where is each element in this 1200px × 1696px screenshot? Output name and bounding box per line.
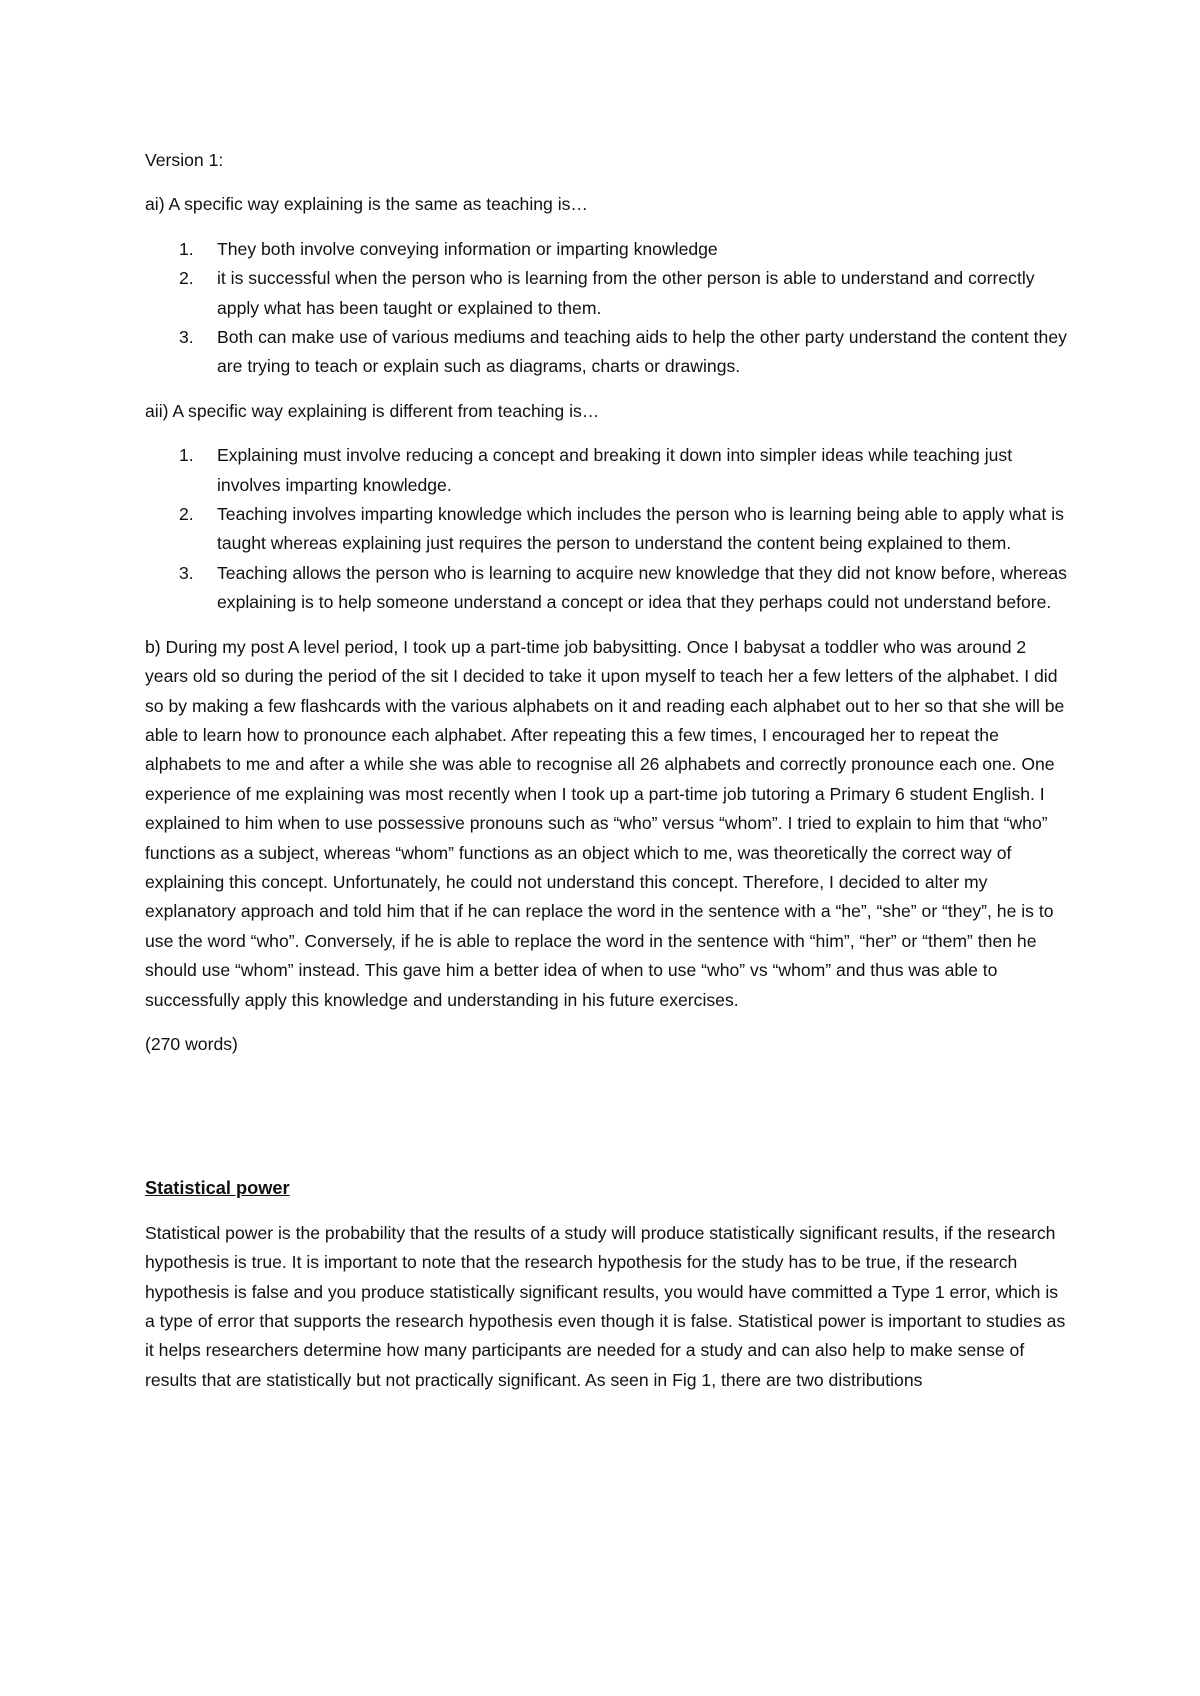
- section-b-paragraph: b) During my post A level period, I took up a part-time job babysitting. Once I babysat a toddler who was around 2 years old so during the period of the sit I decided to take it upon myself to teach her a few letters of the alphabet. I did so by making a few flashcards with the various alphabets on it and reading each alphabet out to her so that she will be able to learn how to pronounce each alphabet. After repeating this a few times, I encouraged her to repeat the alphabets to me and after a while she was able to recognise all 26 alphabets and correctly pronounce each one. One experience of me explaining was most recently when I took up a part-time job tutoring a Primary 6 student English. I explained to him when to use possessive pronouns such as “who” versus “whom”. I tried to explain to him that “who” functions as a subject, whereas “whom” functions as an object which to me, was theoretically the correct way of explaining this concept. Unfortunately, he could not understand this concept. Therefore, I decided to alter my explanatory approach and told him that if he can replace the word in the sentence with a “he”, “she” or “they”, he is to use the word “who”. Conversely, if he is able to replace the word in the sentence with “him”, “her” or “them” then he should use “whom” instead. This gave him a better idea of when to use “who” vs “whom” and thus was able to successfully apply this knowledge and understanding in his future exercises.: [145, 636, 1065, 1010]
- list-item-text: Teaching allows the person who is learning to acquire new knowledge that they did not know before, whereas explaining is to help someone understand a concept or idea that they perhaps could not understand before.: [217, 562, 1067, 613]
- list-item-text: They both involve conveying information or imparting knowledge: [217, 238, 718, 259]
- list-item: [179, 235, 1070, 264]
- list-item-number: 3.: [179, 327, 194, 348]
- version-title: Version 1:: [145, 150, 224, 170]
- section-aii-list: [145, 441, 1070, 617]
- word-count: (270 words): [145, 1033, 238, 1054]
- list-item-text: Both can make use of various mediums and teaching aids to help the other party understand the content they are trying to teach or explain such as diagrams, charts or drawings.: [217, 327, 1067, 377]
- list-item-number: 2.: [179, 268, 194, 289]
- list-item-number: 1.: [179, 238, 194, 259]
- list-item: [179, 559, 1070, 618]
- list-item-number: 3.: [179, 562, 194, 583]
- list-item-text: Explaining must involve reducing a concept and breaking it down into simpler ideas while teaching just involves imparting knowledge.: [217, 445, 1013, 495]
- list-item: [179, 441, 1070, 500]
- list-item-text: it is successful when the person who is learning from the other person is able to understand and correctly apply what has been taught or explained to them.: [217, 268, 1035, 318]
- list-item: [179, 264, 1070, 323]
- list-item-number: 1.: [179, 445, 194, 466]
- list-item-text: Teaching involves imparting knowledge which includes the person who is learning being able to apply what is taught whereas explaining just requires the person to understand the content being explained to them.: [217, 504, 1064, 554]
- list-item-number: 2.: [179, 504, 194, 525]
- section-spacer: [145, 1074, 1070, 1174]
- section-ai-intro: ai) A specific way explaining is the same as teaching is…: [145, 194, 588, 215]
- list-item: [179, 500, 1070, 559]
- statistical-power-paragraph: Statistical power is the probability that the results of a study will produce statistically significant results, if the research hypothesis is true. It is important to note that the research hypothesis for the study has to be true, if the research hypothesis is false and you produce statistically significant results, you would have committed a Type 1 error, which is a type of error that supports the research hypothesis even though it is false. Statistical power is important to studies as it helps researchers determine how many participants are needed for a study and can also help to make sense of results that are statistically but not practically significant. As seen in Fig 1, there are two distributions: [145, 1222, 1066, 1390]
- section-aii-intro: aii) A specific way explaining is different from teaching is…: [145, 400, 600, 421]
- document-body: [145, 146, 1070, 1410]
- statistical-power-heading: Statistical power: [145, 1178, 290, 1199]
- section-ai-list: [145, 235, 1070, 382]
- list-item: [179, 323, 1070, 382]
